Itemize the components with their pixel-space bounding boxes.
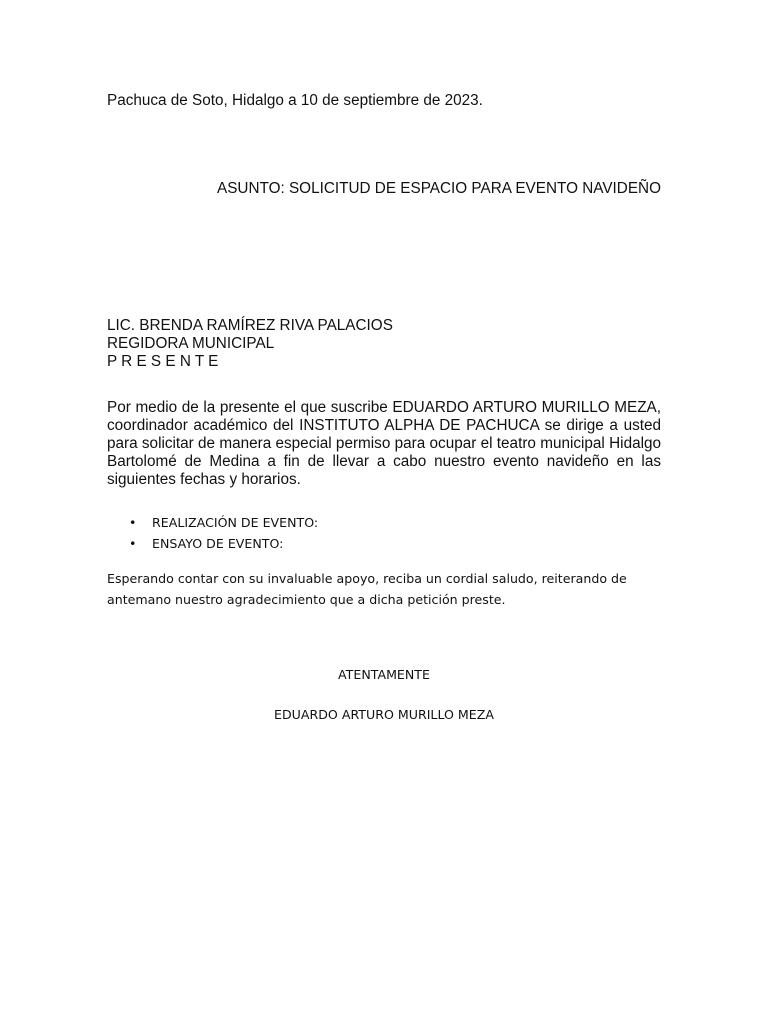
subject-line: ASUNTO: SOLICITUD DE ESPACIO PARA EVENTO NAVIDEÑO bbox=[217, 180, 661, 197]
bullet-icon: • bbox=[129, 536, 137, 551]
event-list bbox=[107, 512, 318, 554]
list-item-label: REALIZACIÓN DE EVENTO: bbox=[152, 515, 319, 530]
place-date-line: Pachuca de Soto, Hidalgo a 10 de septiembre de 2023. bbox=[107, 92, 483, 109]
closing-paragraph: Esperando contar con su invaluable apoyo, reciba un cordial saludo, reiterando de antemano nuestro agradecimiento que a dicha petición preste. bbox=[107, 571, 627, 607]
bullet-icon: • bbox=[129, 515, 137, 530]
list-item bbox=[107, 533, 318, 554]
recipient-presente: P R E S E N T E bbox=[107, 353, 219, 370]
signer-name: EDUARDO ARTURO MURILLO MEZA bbox=[274, 707, 494, 722]
sign-off: ATENTAMENTE bbox=[338, 667, 430, 682]
recipient-block bbox=[107, 317, 661, 371]
recipient-title: REGIDORA MUNICIPAL bbox=[107, 335, 275, 352]
body-paragraph: Por medio de la presente el que suscribe EDUARDO ARTURO MURILLO MEZA, coordinador académico del INSTITUTO ALPHA DE PACHUCA se dirige a usted para solicitar de manera especial permiso para ocupar el teatro municipal Hidalgo Bartolomé de Medina a fin de llevar a cabo nuestro evento navideño en las siguientes fechas y horarios. bbox=[107, 399, 661, 488]
list-item-label: ENSAYO DE EVENTO: bbox=[152, 536, 284, 551]
list-item bbox=[107, 512, 318, 533]
recipient-name: LIC. BRENDA RAMÍREZ RIVA PALACIOS bbox=[107, 317, 393, 334]
